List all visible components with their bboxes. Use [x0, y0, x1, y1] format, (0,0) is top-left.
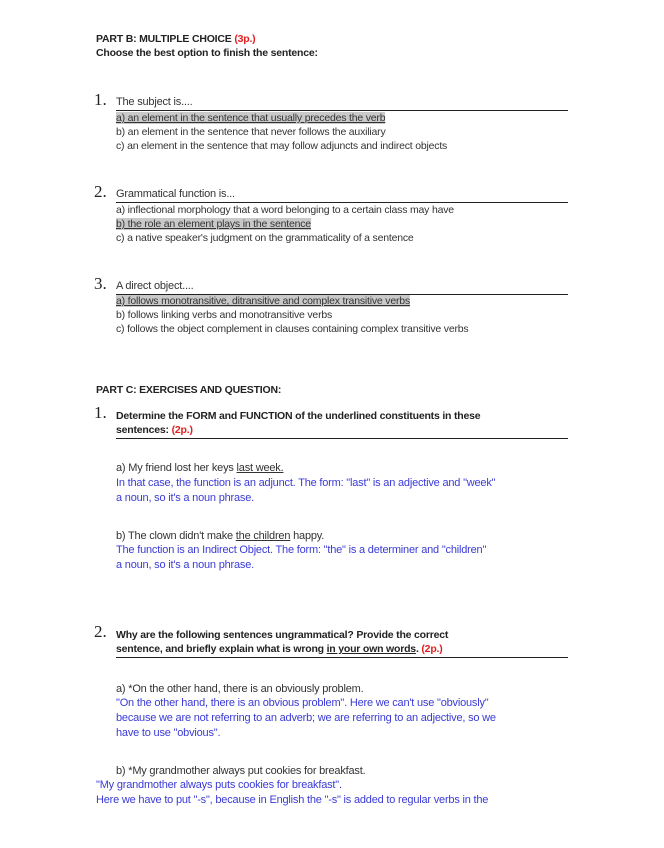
question-1-option-a[interactable] [116, 112, 385, 124]
exercise-1a-sentence [116, 462, 283, 474]
exercise-2a-answer-line3[interactable]: have to use "obvious". [116, 727, 221, 739]
question-2-answer-line [116, 202, 568, 203]
part-b-instruction: Choose the best option to finish the sentence: [96, 47, 318, 59]
exercise-1b-answer-line1[interactable]: The function is an Indirect Object. The form: "the" is a determiner and "children" [116, 544, 487, 556]
exercise-1b-sentence [116, 530, 324, 542]
question-3-option-b[interactable]: b) follows linking verbs and monotransitive verbs [116, 309, 333, 321]
question-2-option-c[interactable]: c) a native speaker's judgment on the grammaticality of a sentence [116, 232, 414, 244]
part-b-heading [96, 33, 255, 45]
selected-answer-highlight: a) an element in the sentence that usually precedes the verb [116, 112, 386, 124]
question-1-answer-line [116, 110, 568, 111]
exercise-2b-sentence: b) *My grandmother always put cookies for breakfast. [116, 765, 366, 777]
part-c-question-2-number: 2. [94, 622, 107, 641]
question-2-number: 2. [94, 182, 107, 201]
exercise-1b-underlined: the children [235, 530, 291, 542]
question-2-stem: Grammatical function is... [116, 188, 235, 200]
exercise-1b-suffix: happy. [290, 530, 325, 542]
exercise-1a-answer-line2[interactable]: a noun, so it's a noun phrase. [116, 492, 254, 504]
question-1-number: 1. [94, 90, 107, 109]
exercise-2a-sentence: a) *On the other hand, there is an obviously problem. [116, 683, 364, 695]
exercise-1b-answer-line2[interactable]: a noun, so it's a noun phrase. [116, 559, 254, 571]
part-c-question-1-line2-text: sentences: [116, 424, 169, 436]
part-c-question-1-rule [116, 438, 568, 439]
exercise-2b-answer-line1[interactable]: "My grandmother always puts cookies for breakfast". [96, 779, 342, 791]
part-c-question-2-line2 [116, 643, 443, 655]
question-1-option-c[interactable]: c) an element in the sentence that may follow adjuncts and indirect objects [116, 140, 448, 152]
part-c-question-2-line1: Why are the following sentences ungrammatical? Provide the correct [116, 629, 449, 641]
question-3-option-a[interactable] [116, 295, 410, 307]
part-b-points: (3p.) [234, 33, 256, 45]
exercise-2a-answer-line2[interactable]: because we are not referring to an adverb; we are referring to an adjective, so we [116, 712, 496, 724]
exercise-1b-prefix: b) The clown didn't make [116, 530, 236, 542]
question-3-option-c[interactable]: c) follows the object complement in clauses containing complex transitive verbs [116, 323, 469, 335]
part-c-question-1-line2 [116, 424, 193, 436]
exercise-2b-answer-line2[interactable]: Here we have to put "-s", because in English the "-s" is added to regular verbs in the [96, 794, 489, 806]
part-c-question-1-points: (2p.) [171, 424, 193, 436]
part-c-question-1-number: 1. [94, 403, 107, 422]
question-3-number: 3. [94, 274, 107, 293]
question-3-stem: A direct object.... [116, 280, 194, 292]
part-c-question-2-rule [116, 657, 568, 658]
selected-answer-highlight: b) the role an element plays in the sentence [116, 218, 311, 230]
selected-answer-highlight: a) follows monotransitive, ditransitive and complex transitive verbs [116, 295, 410, 307]
question-2-option-b[interactable] [116, 218, 311, 230]
part-c-question-2-points: (2p.) [421, 643, 443, 655]
exercise-1a-underlined: last week. [236, 462, 284, 474]
part-c-question-2-line2-suffix: . [415, 643, 419, 655]
part-c-question-2-line2-prefix: sentence, and briefly explain what is wrong [116, 643, 327, 655]
exercise-1a-prefix: a) My friend lost her keys [116, 462, 237, 474]
part-c-question-1-line1: Determine the FORM and FUNCTION of the underlined constituents in these [116, 410, 481, 422]
question-2-option-a[interactable]: a) inflectional morphology that a word belonging to a certain class may have [116, 204, 454, 216]
exercise-2a-answer-line1[interactable]: "On the other hand, there is an obvious problem". Here we can't use "obviously" [116, 697, 489, 709]
question-1-option-b[interactable]: b) an element in the sentence that never follows the auxiliary [116, 126, 386, 138]
exercise-1a-answer-line1[interactable]: In that case, the function is an adjunct. The form: "last" is an adjective and "week" [116, 477, 496, 489]
question-1-stem: The subject is.... [116, 96, 193, 108]
part-c-title: PART C: EXERCISES AND QUESTION: [96, 384, 282, 396]
part-b-title: PART B: MULTIPLE CHOICE [96, 33, 232, 45]
part-c-question-2-line2-underlined: in your own words [326, 643, 416, 655]
